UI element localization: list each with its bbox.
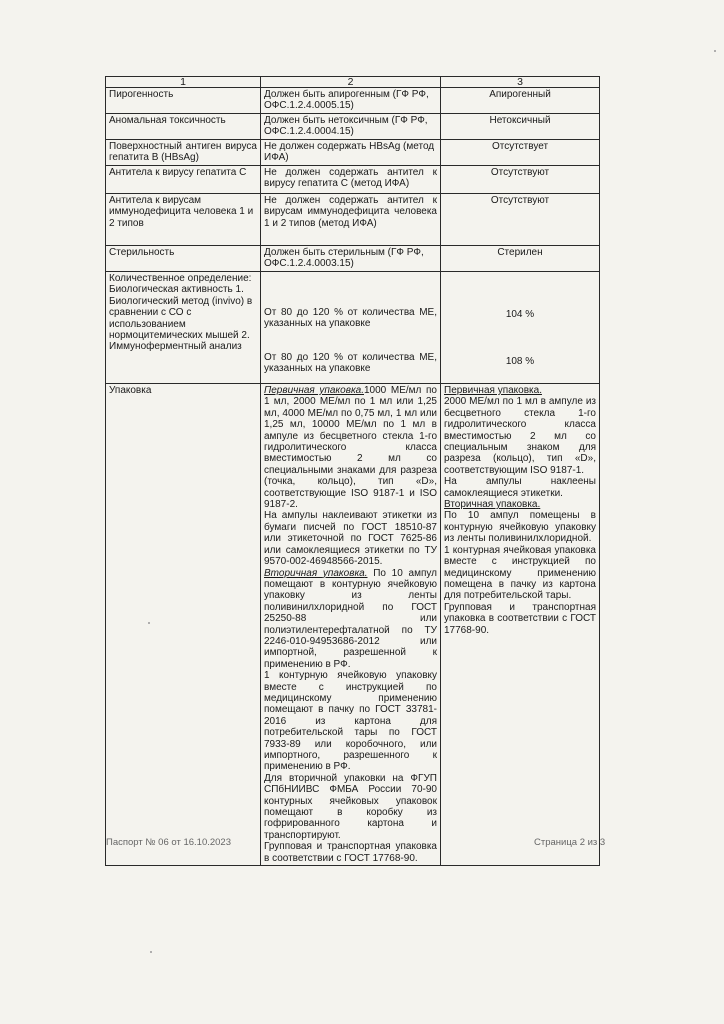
- result-text: Апирогенный: [441, 88, 600, 114]
- indicator-name: Аномальная токсичность: [106, 114, 261, 140]
- requirement-text: Не должен содержать антител к вирусам иммунодефицита человека 1 и 2 типов (метод ИФА): [261, 194, 441, 246]
- result-text: Отсутствует: [441, 140, 600, 166]
- table-row-packaging: [106, 384, 600, 866]
- table-row: [106, 246, 600, 272]
- result-text: [441, 384, 600, 866]
- table-row: [106, 140, 600, 166]
- result-elisa: 108 %: [505, 356, 535, 368]
- result-text: Отсутствуют: [441, 194, 600, 246]
- table-row: [106, 194, 600, 246]
- requirement-text: Не должен содержать HBsAg (метод ИФА): [261, 140, 441, 166]
- requirement-text: Должен быть нетоксичным (ГФ РФ, ОФС.1.2.4.0004.15): [261, 114, 441, 140]
- header-cell-3: 3: [441, 77, 600, 88]
- header-cell-1: 1: [106, 77, 261, 88]
- secondary-packaging-text: По 10 ампул помещают в контурную ячейковую упаковку из ленты поливинилхлоридной по ГОСТ 25250-88 или полиэтилентерефталатной по ТУ 2246-010-94953686-2012 или импортной, разрешенной к применению в РФ.: [264, 567, 437, 670]
- requirement-text: Должен быть стерильным (ГФ РФ, ОФС.1.2.4.0003.15): [261, 246, 441, 272]
- primary-packaging-label: Первичная упаковка.: [264, 385, 364, 396]
- indicator-name: Поверхностный антиген вируса гепатита В (HBsAg): [106, 140, 261, 166]
- primary-packaging-text: 1000 МЕ/мл по 1 мл, 2000 МЕ/мл по 1 мл или 1,25 мл, 4000 МЕ/мл по 0,75 мл, 1 мл или 1,25 мл, 10000 МЕ/мл по 1 мл в ампуле из бесцветного стекла 1-го гидролитического класса вместимостью 2 мл со специальными знаками для разреза (точка, кольцо), тип «D», соответствующие ISO 9187-1 и ISO 9187-2.: [264, 385, 437, 511]
- group-packaging-text: Групповая и транспортная упаковка в соответствии с ГОСТ 17768-90.: [444, 601, 596, 636]
- secondary-packaging-label: Вторичная упаковка.: [264, 567, 368, 579]
- result-biological: 104 %: [505, 309, 535, 320]
- secondary-packaging-label: Вторичная упаковка.: [444, 499, 541, 511]
- header-cell-2: 2: [261, 77, 441, 88]
- primary-packaging-label: Первичная упаковка.: [444, 385, 542, 396]
- requirement-elisa: От 80 до 120 % от количества МЕ, указанных на упаковке: [264, 351, 437, 375]
- requirement-text: [261, 272, 441, 384]
- result-text: Нетоксичный: [441, 114, 600, 140]
- carton-text: 1 контурную ячейковую упаковку вместе с инструкцией по медицинскому применению помещают в пачку по ГОСТ 33781-2016 из картона для потребительской тары по ГОСТ 7933-89 или коробочного, или импортного, разрешенного к применению в РФ.: [264, 670, 437, 773]
- result-text: Стерилен: [441, 246, 600, 272]
- labels-text: На ампулы наклеивают этикетки из бумаги писчей по ГОСТ 18510-87 или этикеточной по ГОСТ 7625-86 или самоклеящиеся этикетки по ТУ 9570-002-46948566-2015.: [264, 510, 437, 568]
- table-row-quantitative: [106, 272, 600, 384]
- requirement-text: Не должен содержать антител к вирусу гепатита С (метод ИФА): [261, 166, 441, 194]
- secondary-packaging-text: По 10 ампул помещены в контурную ячейковую упаковку из ленты поливинилхлоридной.: [444, 510, 596, 545]
- result-text: [441, 272, 600, 384]
- group-packaging-text: Групповая и транспортная упаковка в соответствии с ГОСТ 17768-90.: [264, 841, 437, 864]
- indicator-name: Пирогенность: [106, 88, 261, 114]
- scan-speck: [148, 622, 150, 624]
- primary-packaging-text: 2000 МЕ/мл по 1 мл в ампуле из бесцветного стекла 1-го гидролитического класса вместимостью 2 мл со специальным знаком для разреза (кольцо), тип «D», соответствующим ISO 9187-1.: [444, 396, 596, 476]
- box-text: Для вторичной упаковки на ФГУП СПбНИИВС ФМБА России 70-90 контурных ячейковых упаковок помещают в коробку из гофрированного картона и транспортируют.: [264, 772, 437, 841]
- requirement-text: [261, 384, 441, 866]
- labels-text: На ампулы наклеены самоклеящиеся этикетки.: [444, 476, 596, 499]
- indicator-name: Стерильность: [106, 246, 261, 272]
- passport-footer: Паспорт № 06 от 16.10.2023: [106, 837, 232, 848]
- table-header-row: [106, 77, 600, 88]
- requirement-text: Должен быть апирогенным (ГФ РФ, ОФС.1.2.4.0005.15): [261, 88, 441, 114]
- indicator-name: Упаковка: [106, 384, 261, 866]
- requirement-biological: От 80 до 120 % от количества МЕ, указанных на упаковке: [264, 307, 437, 330]
- indicator-name: Антитела к вирусу гепатита С: [106, 166, 261, 194]
- result-text: Отсутствуют: [441, 166, 600, 194]
- table-row: [106, 114, 600, 140]
- indicator-name: Антитела к вирусам иммунодефицита человека 1 и 2 типов: [106, 194, 261, 246]
- carton-text: 1 контурная ячейковая упаковка вместе с инструкцией по медицинскому применению помещена в пачку из картона для потребительской тары.: [444, 544, 596, 602]
- page-number: Страница 2 из 3: [534, 837, 606, 848]
- scan-speck: [714, 50, 716, 52]
- scan-speck: [150, 951, 152, 953]
- specification-table: [105, 76, 600, 866]
- indicator-name: Количественное определение: Биологическая активность 1. Биологический метод (invivo) в сравнении с СО с использованием нормоцитемических мышей 2. Иммуноферментный анализ: [106, 272, 261, 384]
- table-row: [106, 166, 600, 194]
- table-row: [106, 88, 600, 114]
